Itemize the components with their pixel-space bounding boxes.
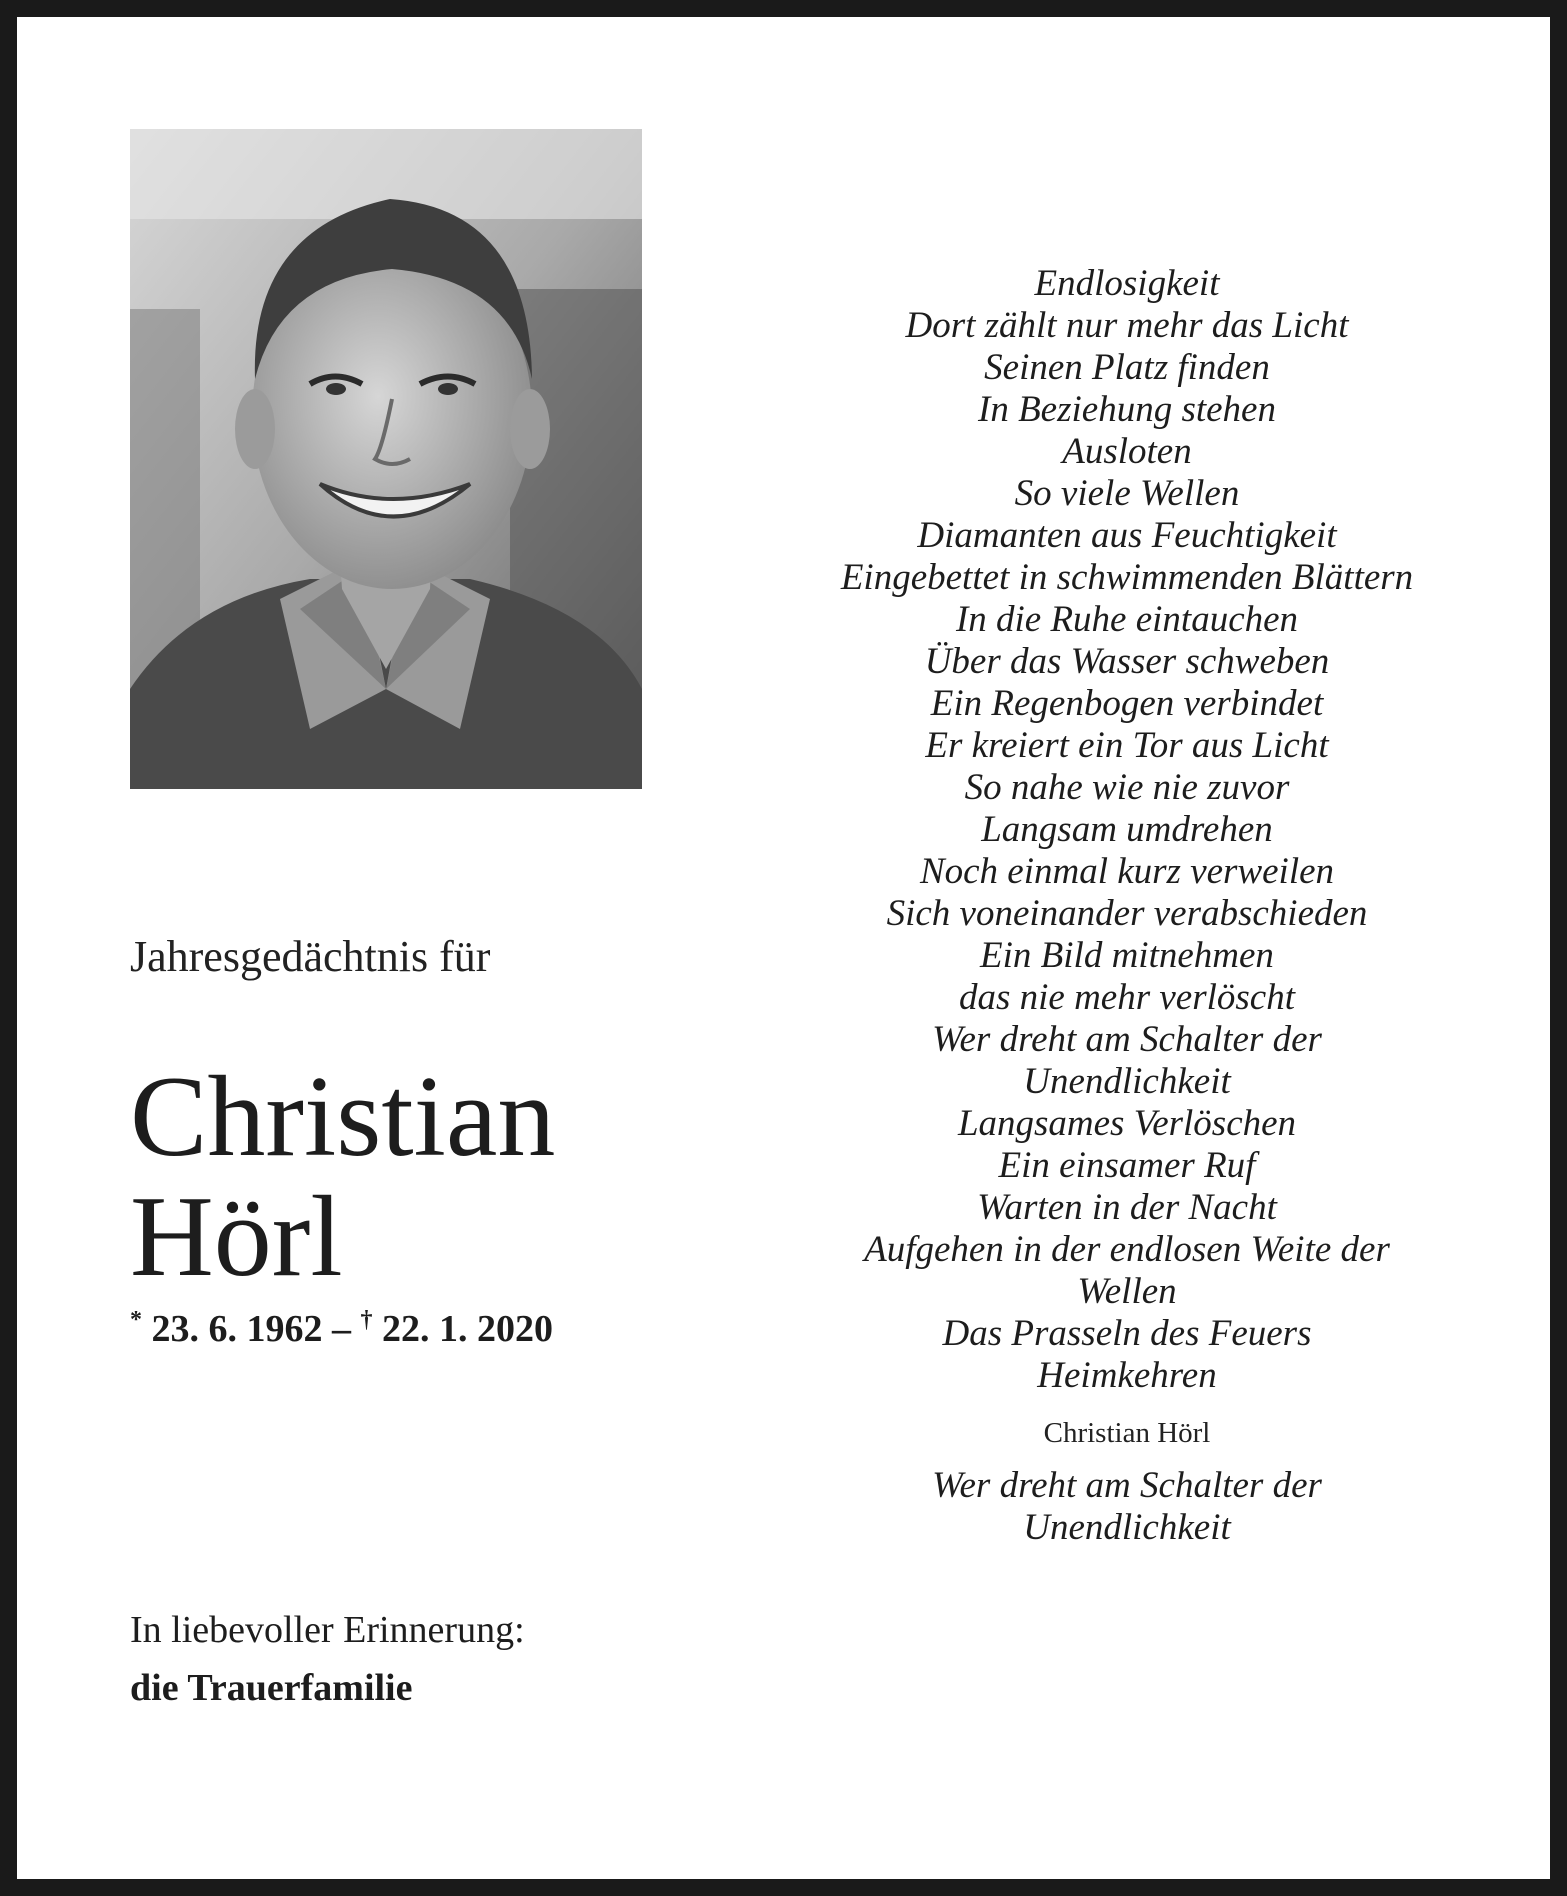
poem-line: das nie mehr verlöscht [958,977,1296,1018]
poem-line: Ein einsamer Ruf [998,1145,1256,1186]
poem-line: In die Ruhe eintauchen [955,599,1299,640]
poem-line: Diamanten aus Feuchtigkeit [917,515,1337,556]
memory-line: In liebevoller Erinnerung: [130,1609,525,1651]
death-symbol: † [360,1307,373,1333]
poem-line: So viele Wellen [1014,473,1240,514]
poem-author: Christian Hörl [1043,1417,1211,1449]
closing-line: Unendlichkeit [1023,1507,1231,1548]
poem-line: Ausloten [1062,431,1192,472]
family-signature: die Trauerfamilie [130,1667,413,1709]
poem-line: Über das Wasser schweben [924,641,1330,682]
portrait-illustration [130,129,642,789]
poem-line: Sich voneinander verabschieden [886,893,1368,934]
closing-verse [777,1465,1477,1549]
closing-line: Wer dreht am Schalter der [932,1465,1322,1506]
poem-line: Langsam umdrehen [981,809,1273,850]
poem-line: So nahe wie nie zuvor [964,767,1290,808]
poem-line: Ein Bild mitnehmen [980,935,1274,976]
poem-line: Heimkehren [1037,1355,1217,1396]
poem-line: Wer dreht am Schalter der [932,1019,1322,1060]
poem-line: Langsames Verlöschen [957,1103,1297,1144]
poem-line: Wellen [1077,1271,1177,1312]
birth-symbol: * [130,1307,142,1333]
poem-line: Ein Regenbogen verbindet [930,683,1324,724]
portrait-photo [130,129,642,789]
poem [777,263,1477,1397]
life-dates [130,1307,553,1351]
poem-line: Seinen Platz finden [984,347,1270,388]
memory-section [130,1601,525,1717]
poem-line: Endlosigkeit [1034,263,1220,304]
poem-line: Dort zählt nur mehr das Licht [905,305,1349,346]
poem-line: Eingebettet in schwimmenden Blättern [840,557,1414,598]
poem-line: Warten in der Nacht [977,1187,1277,1228]
last-name: Hörl [130,1173,343,1301]
deceased-name [130,1053,556,1301]
poem-line: Er kreiert ein Tor aus Licht [925,725,1329,766]
poem-line: In Beziehung stehen [978,389,1276,430]
poem-line: Das Prasseln des Feuers [942,1313,1312,1354]
birth-date: 23. 6. 1962 [151,1308,323,1350]
death-date: 22. 1. 2020 [382,1308,553,1350]
first-name: Christian [130,1053,556,1181]
poem-line: Unendlichkeit [1023,1061,1231,1102]
poem-line: Aufgehen in der endlosen Weite der [864,1229,1390,1270]
date-separator: – [332,1308,351,1350]
poem-line: Noch einmal kurz verweilen [919,851,1335,892]
memorial-intro: Jahresgedächtnis für [130,932,491,981]
